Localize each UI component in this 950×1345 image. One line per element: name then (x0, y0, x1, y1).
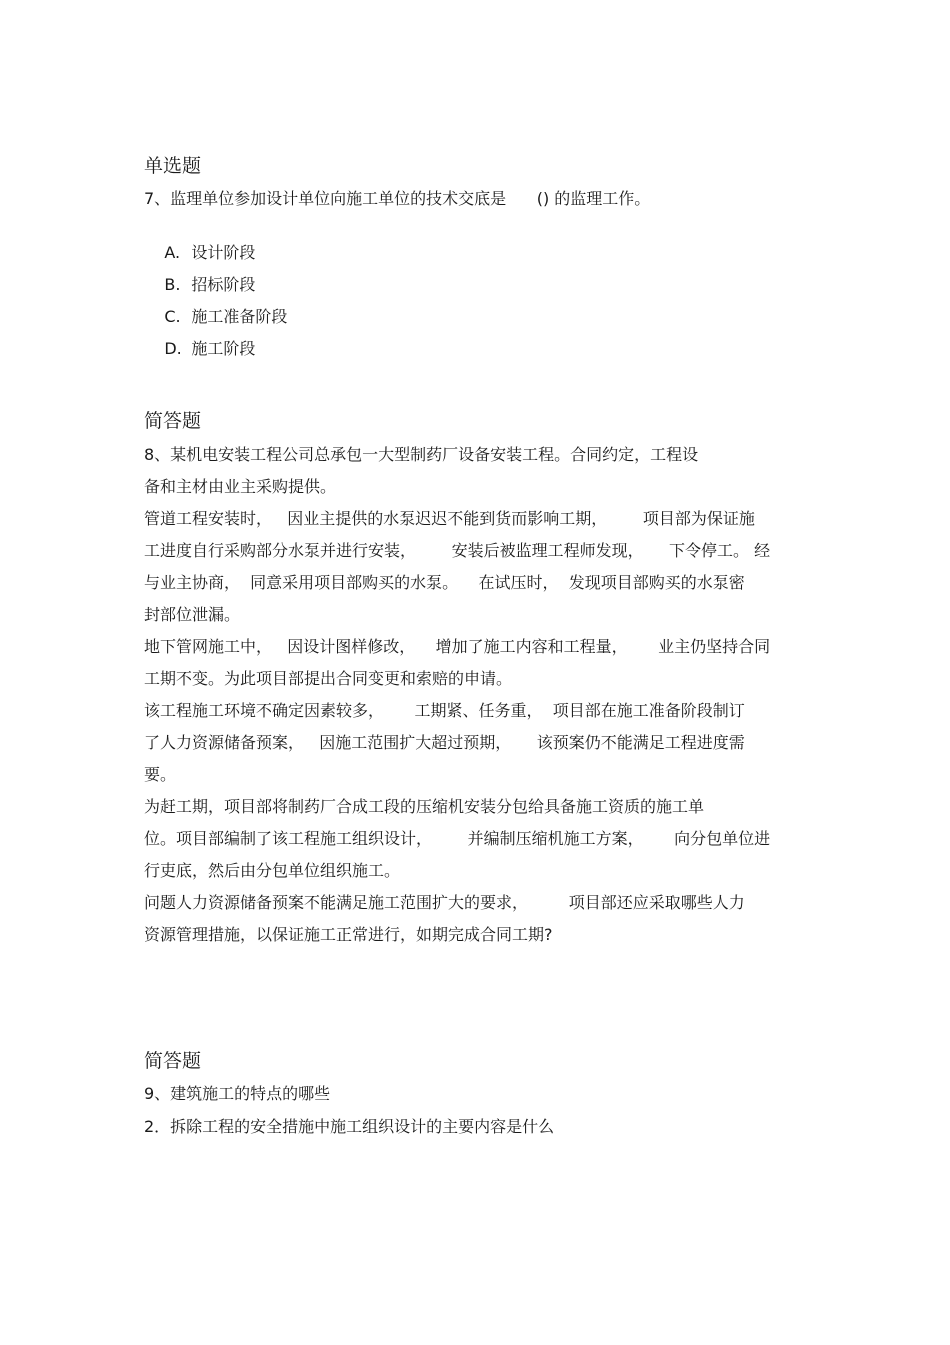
paragraph-line: 问题人力资源储备预案不能满足施工范围扩大的要求， 项目部还应采取哪些人力 (144, 893, 745, 912)
option-letter: D. (164, 339, 182, 358)
option-text: 设计阶段 (191, 243, 256, 262)
paragraph-line: 管道工程安装时， 因业主提供的水泵迟迟不能到货而影响工期， 项目部为保证施 (144, 509, 755, 528)
paragraph-line: 工进度自行采购部分水泵并进行安装， 安装后被监理工程师发现， 下令停工。 经 (144, 541, 771, 560)
paragraph-line: 8、某机电安装工程公司总承包一大型制药厂设备安装工程。合同约定，工程设 (144, 445, 699, 464)
option-d (144, 316, 255, 382)
option-letter: B. (164, 275, 181, 294)
paragraph-line: 行吏底，然后由分包单位组织施工。 (144, 861, 401, 880)
option-letter: A. (164, 243, 181, 262)
paragraph-line: 位。项目部编制了该工程施工组织设计， 并编制压缩机施工方案， 向分包单位进 (144, 829, 771, 848)
option-text: 施工阶段 (191, 339, 256, 358)
paragraph-line: 为赶工期，项目部将制药厂合成工段的压缩机安装分包给具备施工资质的施工单 (144, 797, 705, 816)
paragraph-line: 备和主材由业主采购提供。 (144, 477, 337, 496)
section-heading-short-answer-2: 简答题 (144, 1050, 202, 1072)
question-9-text: 9、建筑施工的特点的哪些 (144, 1084, 331, 1103)
paragraph-line: 与业主协商， 同意采用项目部购买的水泵。 在试压时， 发现项目部购买的水泵密 (144, 573, 745, 592)
paragraph-line: 工期不变。为此项目部提出合同变更和索赔的申请。 (144, 669, 513, 688)
option-text: 施工准备阶段 (191, 307, 288, 326)
paragraph-line: 资源管理措施，以保证施工正常进行，如期完成合同工期? (144, 925, 553, 944)
paragraph-line: 要。 (144, 765, 177, 784)
paragraph-line: 了人力资源储备预案， 因施工范围扩大超过预期， 该预案仍不能满足工程进度需 (144, 733, 745, 752)
question-7-text: 7、监理单位参加设计单位向施工单位的技术交底是 () 的监理工作。 (144, 189, 651, 208)
section-heading-single-choice: 单选题 (144, 155, 202, 177)
paragraph-line: 封部位泄漏。 (144, 605, 241, 624)
section-heading-short-answer: 简答题 (144, 410, 202, 432)
paragraph-line: 该工程施工环境不确定因素较多， 工期紧、任务重， 项目部在施工准备阶段制订 (144, 701, 745, 720)
paragraph-line: 地下管网施工中， 因设计图样修改， 增加了施工内容和工程量， 业主仍坚持合同 (144, 637, 771, 656)
option-text: 招标阶段 (191, 275, 256, 294)
question-2-text: 2．拆除工程的安全措施中施工组织设计的主要内容是什么 (144, 1117, 555, 1136)
option-letter: C. (164, 307, 181, 326)
